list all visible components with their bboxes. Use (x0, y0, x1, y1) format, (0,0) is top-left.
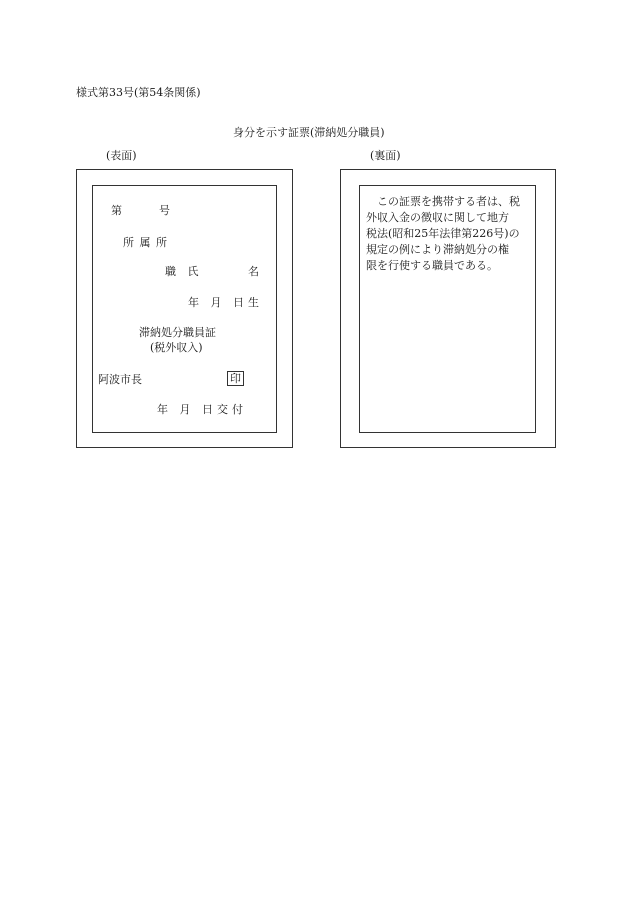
back-text (366, 194, 532, 274)
back-line: 限を行使する職員である。 (366, 259, 498, 272)
affiliation-label: 所 属 所 (123, 236, 168, 249)
form-number: 様式第33号(第54条関係) (76, 86, 201, 99)
birth-date-label: 年 月 日生 (188, 296, 263, 309)
back-heading: (裏面) (370, 149, 401, 162)
job-title-label: 職 氏 (165, 265, 203, 278)
back-line: 規定の例により滞納処分の権 (366, 243, 509, 256)
document-title: 身分を示す証票(滞納処分職員) (233, 126, 385, 139)
card-name: 滞納処分職員証 (139, 326, 216, 339)
front-heading: (表面) (106, 149, 137, 162)
name-label: 名 (248, 265, 259, 278)
number-suffix: 号 (159, 204, 170, 217)
seal-mark (227, 371, 244, 386)
issuer: 阿波市長 (98, 373, 142, 386)
card-subtitle: (税外収入) (150, 341, 203, 354)
issued-date-label: 年 月 日交付 (157, 403, 247, 416)
number-prefix: 第 (111, 204, 122, 217)
back-line: 外収入金の徴収に関して地方 (366, 211, 509, 224)
front-card-inner (92, 185, 277, 433)
back-line: この証票を携帯する者は、税 (377, 195, 520, 208)
back-line: 税法(昭和25年法律第226号)の (366, 227, 520, 240)
seal-label: 印 (227, 371, 244, 386)
